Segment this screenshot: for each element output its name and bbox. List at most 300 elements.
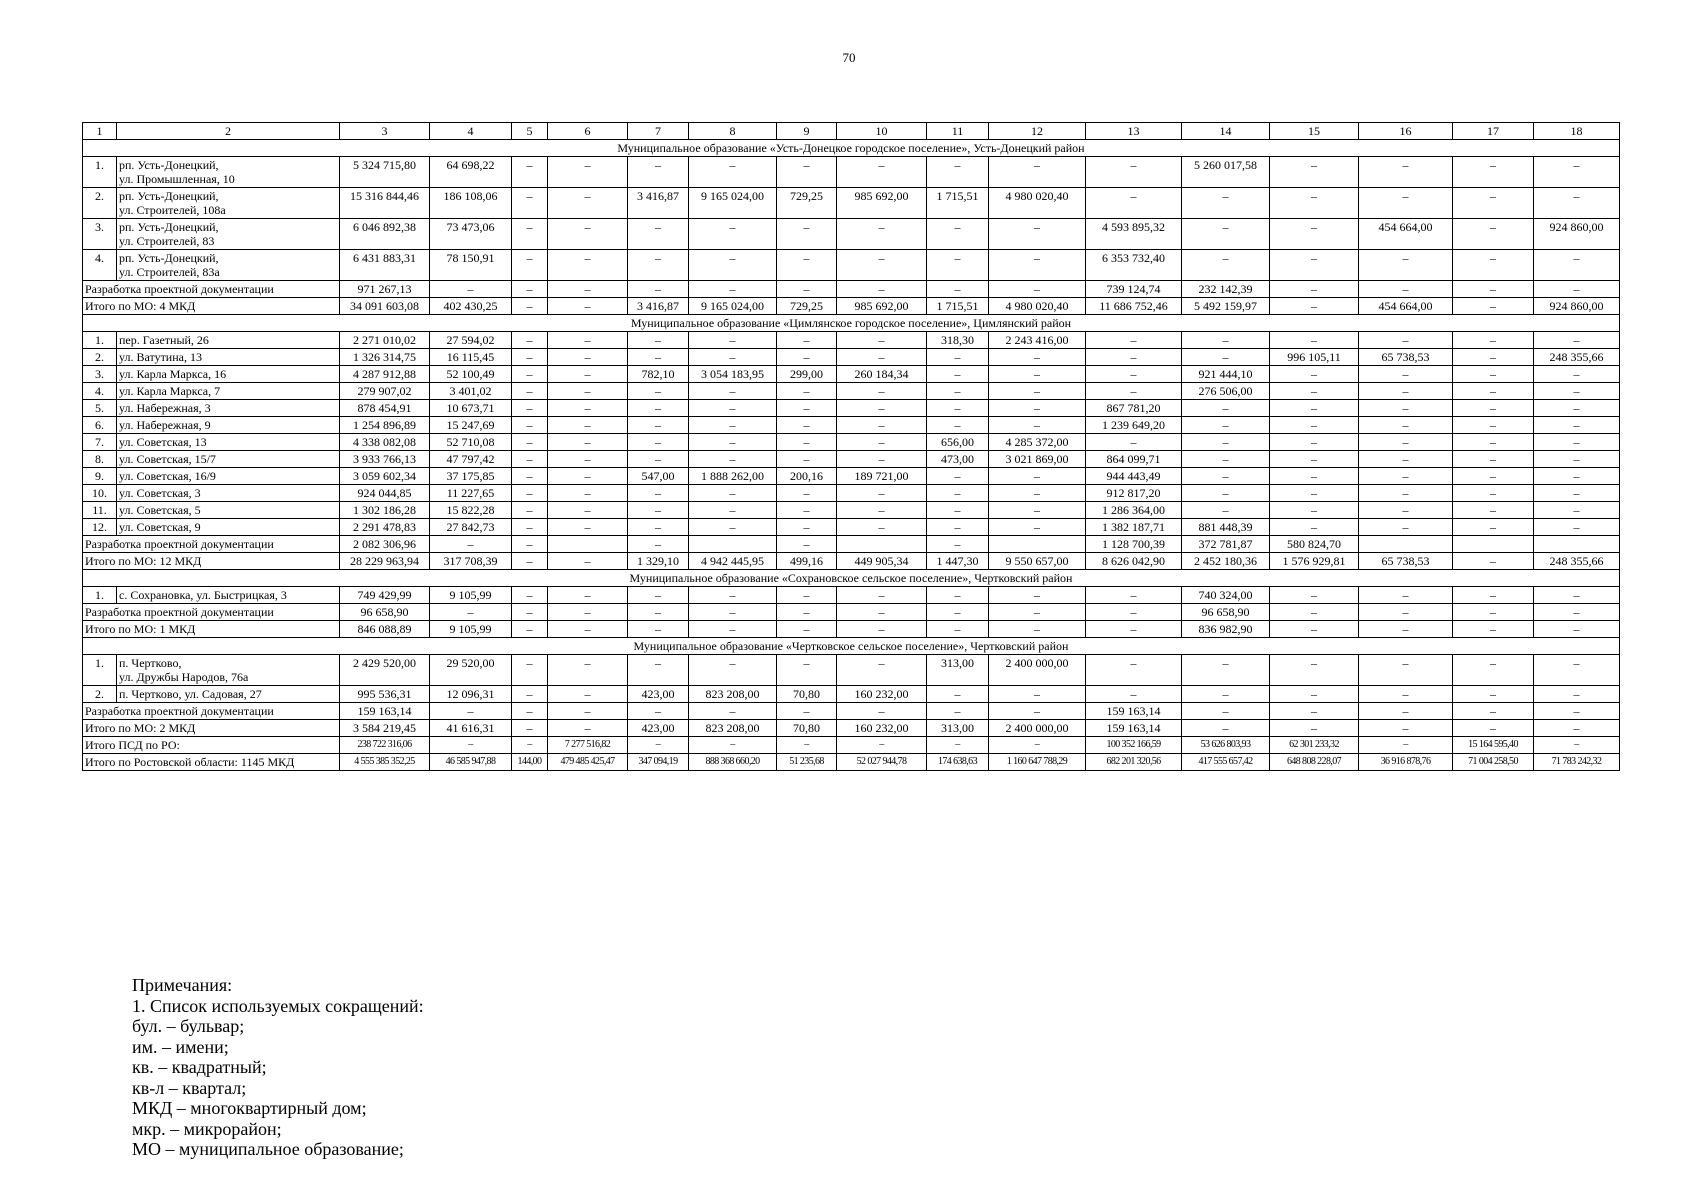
value-cell: – [837,451,927,468]
value-cell: 96 658,90 [1182,604,1270,621]
notes-item: кв-л – квартал; [132,1077,247,1098]
value-cell: – [927,502,989,519]
value-cell: – [628,604,689,621]
value-cell: 1 382 187,71 [1086,519,1182,536]
value-cell: 313,00 [927,720,989,737]
value-cell: – [1182,720,1270,737]
value-cell: – [1270,655,1359,686]
address-cell [117,434,340,451]
summary-row [83,604,1620,621]
value-cell: – [1182,468,1270,485]
value-cell: – [927,536,989,553]
value-cell: – [1359,281,1453,298]
value-cell: – [1359,703,1453,720]
section-row [83,638,1620,655]
value-cell: – [777,502,837,519]
value-cell: 5 324 715,80 [340,157,430,188]
summary-label: Разработка проектной документации [83,281,340,298]
value-cell: – [512,553,548,570]
value-cell: – [689,219,777,250]
value-cell: – [512,737,548,754]
value-cell: – [1534,281,1620,298]
value-cell: – [548,485,628,502]
row-number: 4. [83,250,117,281]
value-cell: – [1270,587,1359,604]
value-cell: – [989,604,1086,621]
value-cell: 11 227,65 [430,485,512,502]
value-cell: – [1270,502,1359,519]
value-cell: – [1270,485,1359,502]
value-cell: – [837,519,927,536]
value-cell: – [1270,621,1359,638]
value-cell: – [1359,400,1453,417]
summary-label: Разработка проектной документации [83,703,340,720]
value-cell: – [548,703,628,720]
value-cell: – [927,703,989,720]
value-cell: 4 555 385 352,25 [340,754,430,771]
value-cell [1359,536,1453,553]
value-cell: – [1453,332,1534,349]
value-cell: – [512,621,548,638]
value-cell: – [628,451,689,468]
value-cell: 16 115,45 [430,349,512,366]
value-cell: – [548,686,628,703]
value-cell: – [1359,655,1453,686]
address-line: ул. Карла Маркса, 16 [119,367,227,381]
address-line: ул. Карла Маркса, 7 [119,384,221,398]
total-label: Итого ПСД по РО: [83,737,340,754]
table-row [83,468,1620,485]
value-cell: – [777,604,837,621]
value-cell: 372 781,87 [1182,536,1270,553]
value-cell: – [628,703,689,720]
value-cell: 36 916 878,76 [1359,754,1453,771]
value-cell: – [512,686,548,703]
value-cell: – [1359,332,1453,349]
value-cell: – [1270,451,1359,468]
address-line: ул. Советская, 5 [119,503,201,517]
value-cell: – [1270,157,1359,188]
value-cell: – [512,604,548,621]
value-cell: 52 100,49 [430,366,512,383]
value-cell: 454 664,00 [1359,219,1453,250]
value-cell: – [548,553,628,570]
value-cell: – [927,219,989,250]
value-cell: – [1534,485,1620,502]
row-number: 1. [83,655,117,686]
value-cell: – [628,157,689,188]
table-row [83,485,1620,502]
value-cell: 144,00 [512,754,548,771]
value-cell: – [548,219,628,250]
value-cell: – [1182,451,1270,468]
value-cell: 985 692,00 [837,298,927,315]
table-row [83,434,1620,451]
value-cell: 15 164 595,40 [1453,737,1534,754]
value-cell: – [989,250,1086,281]
value-cell: – [1086,587,1182,604]
column-header: 12 [989,123,1086,140]
value-cell: – [1270,400,1359,417]
value-cell: – [512,655,548,686]
value-cell: 53 626 803,93 [1182,737,1270,754]
value-cell: – [1359,737,1453,754]
column-header: 7 [628,123,689,140]
value-cell: 248 355,66 [1534,553,1620,570]
value-cell: 3 416,87 [628,188,689,219]
value-cell: – [989,157,1086,188]
address-cell [117,519,340,536]
value-cell: 47 797,42 [430,451,512,468]
value-cell: 912 817,20 [1086,485,1182,502]
value-cell: – [628,519,689,536]
address-cell [117,332,340,349]
value-cell: – [628,349,689,366]
value-cell: – [837,349,927,366]
value-cell: – [689,655,777,686]
value-cell: 1 302 186,28 [340,502,430,519]
value-cell: 729,25 [777,298,837,315]
address-cell [117,157,340,188]
address-line: ул. Советская, 13 [119,435,207,449]
value-cell: – [548,188,628,219]
value-cell: – [837,655,927,686]
value-cell: – [548,383,628,400]
value-cell: 9 165 024,00 [689,188,777,219]
value-cell: – [927,383,989,400]
value-cell: 159 163,14 [1086,703,1182,720]
value-cell: – [1182,502,1270,519]
value-cell: – [1359,250,1453,281]
value-cell: – [1086,383,1182,400]
value-cell: 64 698,22 [430,157,512,188]
value-cell: – [777,485,837,502]
value-cell: 317 708,39 [430,553,512,570]
address-line: ул. Советская, 3 [119,486,201,500]
value-cell: – [777,655,837,686]
value-cell: – [548,451,628,468]
value-cell: 944 443,49 [1086,468,1182,485]
value-cell: – [1453,519,1534,536]
address-cell [117,188,340,219]
address-line: пер. Газетный, 26 [119,333,209,347]
value-cell: – [512,703,548,720]
value-cell: – [548,400,628,417]
value-cell: – [548,655,628,686]
value-cell: 1 326 314,75 [340,349,430,366]
value-cell: – [989,219,1086,250]
value-cell: – [1534,621,1620,638]
value-cell: – [1453,400,1534,417]
value-cell: – [1270,250,1359,281]
value-cell: 159 163,14 [1086,720,1182,737]
address-line: ул. Набережная, 3 [119,401,211,415]
value-cell: 739 124,74 [1086,281,1182,298]
value-cell: – [989,349,1086,366]
value-cell: 28 229 963,94 [340,553,430,570]
value-cell: – [1359,621,1453,638]
address-cell [117,366,340,383]
value-cell: – [1453,553,1534,570]
value-cell: – [1534,587,1620,604]
value-cell: – [548,366,628,383]
address-line: рп. Усть-Донецкий, [119,189,219,203]
value-cell: – [1359,468,1453,485]
value-cell: 7 277 516,82 [548,737,628,754]
column-header: 11 [927,123,989,140]
value-cell: 682 201 320,56 [1086,754,1182,771]
value-cell: 417 555 657,42 [1182,754,1270,771]
value-cell: 402 430,25 [430,298,512,315]
value-cell: 248 355,66 [1534,349,1620,366]
value-cell: 921 444,10 [1182,366,1270,383]
value-cell: 51 235,68 [777,754,837,771]
value-cell: – [1359,686,1453,703]
value-cell: – [689,703,777,720]
table-row [83,332,1620,349]
value-cell: – [548,587,628,604]
value-cell: – [512,417,548,434]
column-header: 15 [1270,123,1359,140]
value-cell: – [548,417,628,434]
value-cell: – [512,250,548,281]
address-line: рп. Усть-Донецкий, [119,251,219,265]
column-header: 6 [548,123,628,140]
value-cell: – [1359,188,1453,219]
summary-label: Итого по МО: 4 МКД [83,298,340,315]
value-cell: – [512,383,548,400]
value-cell: 15 316 844,46 [340,188,430,219]
address-line: ул. Ватутина, 13 [119,350,202,364]
value-cell: – [1453,703,1534,720]
value-cell: 4 593 895,32 [1086,219,1182,250]
value-cell: – [628,281,689,298]
value-cell: – [1182,417,1270,434]
total-label: Итого по Ростовской области: 1145 МКД [83,754,340,771]
value-cell: – [512,366,548,383]
value-cell: 10 673,71 [430,400,512,417]
value-cell: – [628,621,689,638]
value-cell: – [777,451,837,468]
value-cell: – [1182,349,1270,366]
value-cell: 3 416,87 [628,298,689,315]
value-cell: 159 163,14 [340,703,430,720]
row-number: 11. [83,502,117,519]
value-cell: – [1182,686,1270,703]
value-cell: 276 506,00 [1182,383,1270,400]
table-row [83,417,1620,434]
value-cell: – [1182,434,1270,451]
value-cell: 4 287 912,88 [340,366,430,383]
value-cell: 1 160 647 788,29 [989,754,1086,771]
value-cell: – [1086,188,1182,219]
address-cell [117,400,340,417]
value-cell: – [512,587,548,604]
value-cell: 46 585 947,88 [430,754,512,771]
value-cell: – [927,621,989,638]
value-cell: – [1086,434,1182,451]
value-cell: – [927,519,989,536]
column-header: 4 [430,123,512,140]
value-cell: – [927,281,989,298]
value-cell [548,536,628,553]
value-cell: 2 291 478,83 [340,519,430,536]
value-cell: – [548,332,628,349]
value-cell: 174 638,63 [927,754,989,771]
row-number: 3. [83,219,117,250]
table-row [83,219,1620,250]
summary-label: Разработка проектной документации [83,536,340,553]
value-cell: – [777,434,837,451]
value-cell: – [837,332,927,349]
value-cell: 78 150,91 [430,250,512,281]
value-cell: – [927,349,989,366]
row-number: 8. [83,451,117,468]
value-cell: – [989,366,1086,383]
value-cell: – [777,621,837,638]
value-cell: – [1453,720,1534,737]
value-cell: 29 520,00 [430,655,512,686]
value-cell: 15 822,28 [430,502,512,519]
value-cell: – [1453,604,1534,621]
value-cell: 37 175,85 [430,468,512,485]
value-cell: 6 431 883,31 [340,250,430,281]
summary-label: Итого по МО: 1 МКД [83,621,340,638]
value-cell: – [1270,604,1359,621]
value-cell: 100 352 166,59 [1086,737,1182,754]
address-line: п. Чертково, [119,656,182,670]
value-cell: – [1534,686,1620,703]
value-cell: – [1359,587,1453,604]
value-cell: 4 980 020,40 [989,298,1086,315]
value-cell: 449 905,34 [837,553,927,570]
value-cell: – [1086,621,1182,638]
value-cell: 238 722 316,06 [340,737,430,754]
notes-item: 1. Список используемых сокращений: [132,995,424,1016]
value-cell [989,536,1086,553]
value-cell: – [512,332,548,349]
value-cell: 996 105,11 [1270,349,1359,366]
summary-row [83,536,1620,553]
value-cell: – [430,536,512,553]
value-cell: – [927,485,989,502]
value-cell: 749 429,99 [340,587,430,604]
column-header: 9 [777,123,837,140]
value-cell: – [1182,219,1270,250]
address-cell [117,349,340,366]
total-row [83,737,1620,754]
value-cell: – [927,686,989,703]
value-cell: – [1534,157,1620,188]
value-cell: – [1270,383,1359,400]
value-cell: – [1086,686,1182,703]
value-cell: 70,80 [777,720,837,737]
value-cell: – [1270,219,1359,250]
header-row [83,123,1620,140]
section-row [83,140,1620,157]
summary-row [83,281,1620,298]
value-cell: 2 243 416,00 [989,332,1086,349]
value-cell: – [548,434,628,451]
value-cell: – [837,400,927,417]
value-cell: 656,00 [927,434,989,451]
value-cell: 1 576 929,81 [1270,553,1359,570]
row-number: 2. [83,349,117,366]
value-cell: 9 105,99 [430,621,512,638]
value-cell: 740 324,00 [1182,587,1270,604]
value-cell: – [430,281,512,298]
value-cell: 580 824,70 [1270,536,1359,553]
row-number: 9. [83,468,117,485]
value-cell: – [777,737,837,754]
section-title: Муниципальное образование «Чертковское сельское поселение», Чертковский район [83,638,1620,655]
value-cell: – [689,485,777,502]
value-cell: – [777,157,837,188]
value-cell: 71 004 258,50 [1453,754,1534,771]
value-cell: – [1534,434,1620,451]
value-cell: – [548,157,628,188]
value-cell: 27 842,73 [430,519,512,536]
value-cell: – [777,400,837,417]
value-cell: – [628,332,689,349]
value-cell: 499,16 [777,553,837,570]
value-cell: – [837,434,927,451]
value-cell: – [927,604,989,621]
value-cell: – [1534,400,1620,417]
notes-item: мкр. – микрорайон; [132,1118,282,1139]
value-cell: 2 400 000,00 [989,655,1086,686]
value-cell: 9 105,99 [430,587,512,604]
address-line: п. Чертково, ул. Садовая, 27 [119,687,262,701]
value-cell: – [1182,485,1270,502]
value-cell: 3 584 219,45 [340,720,430,737]
value-cell: 6 046 892,38 [340,219,430,250]
value-cell: – [512,451,548,468]
value-cell: – [628,250,689,281]
table-row [83,400,1620,417]
value-cell: – [628,485,689,502]
value-cell: – [628,502,689,519]
table-row [83,383,1620,400]
value-cell: 5 492 159,97 [1182,298,1270,315]
column-header: 2 [117,123,340,140]
value-cell: – [989,400,1086,417]
value-cell: – [1182,655,1270,686]
value-cell: – [1359,519,1453,536]
value-cell: – [1086,349,1182,366]
value-cell: 96 658,90 [340,604,430,621]
value-cell: 823 208,00 [689,720,777,737]
value-cell: – [989,686,1086,703]
value-cell: 881 448,39 [1182,519,1270,536]
value-cell: 73 473,06 [430,219,512,250]
row-number: 5. [83,400,117,417]
row-number: 7. [83,434,117,451]
value-cell: – [512,157,548,188]
summary-row [83,553,1620,570]
value-cell: – [628,655,689,686]
value-cell: – [1453,157,1534,188]
address-cell [117,587,340,604]
value-cell: – [989,519,1086,536]
value-cell: – [1359,451,1453,468]
value-cell: – [548,519,628,536]
value-cell: 52 027 944,78 [837,754,927,771]
value-cell: – [1534,250,1620,281]
value-cell: – [548,281,628,298]
address-line: ул. Советская, 15/7 [119,452,216,466]
value-cell: 1 239 649,20 [1086,417,1182,434]
